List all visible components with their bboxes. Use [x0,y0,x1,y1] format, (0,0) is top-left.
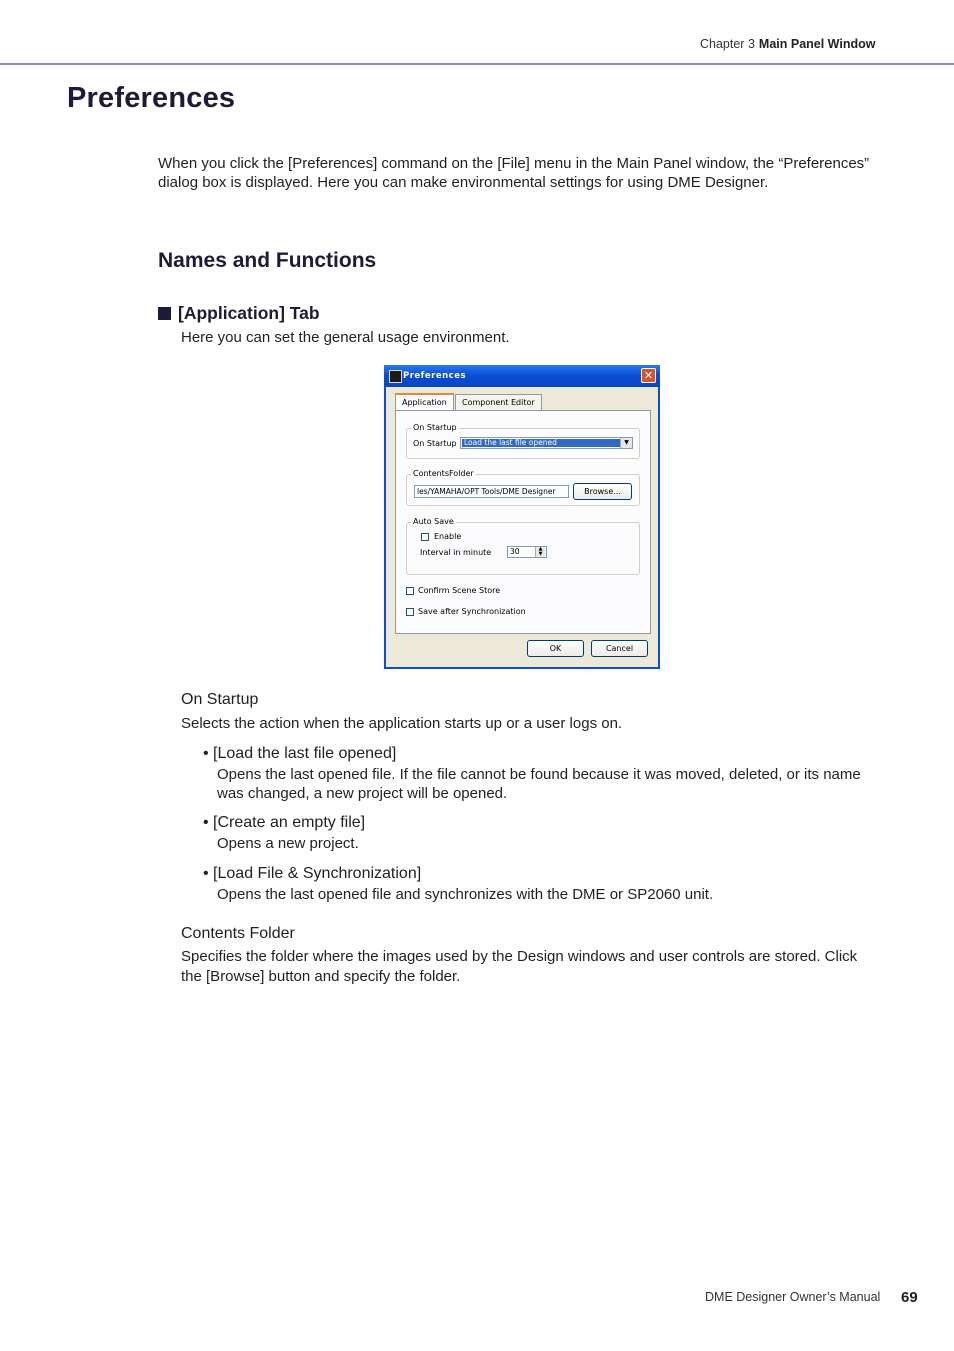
tab-application[interactable]: Application [395,393,454,411]
contents-folder-heading: Contents Folder [181,925,295,942]
page-number: 69 [901,1289,918,1306]
dialog-titlebar [384,365,660,387]
preferences-dialog [384,365,660,669]
option-create-empty-file: • [Create an empty file] [203,814,366,831]
app-icon [389,370,402,383]
option-load-last-file-description: Opens the last opened file. If the file cannot be found because it was moved, deleted, or its name was changed, a new project will be opened. [217,766,861,802]
interval-value: 30 [510,547,520,556]
option-load-file-sync: • [Load File & Synchronization] [203,865,422,882]
browse-button[interactable]: Browse... [573,483,632,500]
chapter-label: Chapter 3 [700,37,755,51]
contents-folder-description: Specifies the folder where the images used by the Design windows and user controls are stored. Click the [Browse] button and specify the folder. [181,948,858,985]
dialog-title: Preferences [403,371,467,381]
auto-save-group [406,517,640,575]
interval-label: Interval in minute [420,548,492,557]
option-load-last-file: • [Load the last file opened] [203,745,397,762]
ok-button[interactable]: OK [527,640,584,657]
chapter-title: Main Panel Window [758,37,876,51]
enable-checkbox[interactable] [421,533,429,541]
option-load-file-sync-description: Opens the last opened file and synchronizes with the DME or SP2060 unit. [217,886,714,903]
contents-folder-group-label: ContentsFolder [413,469,474,478]
subsection-description: Here you can set the general usage environment. [181,329,510,346]
subsection-heading [158,303,320,324]
header-divider [0,63,954,65]
on-startup-selected-value: Load the last file opened [462,439,620,447]
save-after-sync-label: Save after Synchronization [418,607,526,616]
footer-manual-title: DME Designer Owner’s Manual [705,1290,881,1304]
on-startup-heading: On Startup [181,691,259,708]
page-title: Preferences [67,82,236,114]
tab-component-editor[interactable]: Component Editor [455,394,542,410]
running-header [700,37,875,51]
on-startup-label: On Startup [413,439,457,448]
section-heading: Names and Functions [158,249,377,272]
confirm-scene-store-label: Confirm Scene Store [418,586,501,595]
close-icon[interactable]: ✕ [641,368,656,383]
save-after-sync-checkbox[interactable] [406,608,414,616]
confirm-scene-store-checkbox[interactable] [406,587,414,595]
intro-paragraph: When you click the [Preferences] command on the [File] menu in the Main Panel window, the “Preferences” dialog box is displayed. Here you can make environmental settings for using DME Designer. [158,155,870,191]
enable-label: Enable [434,532,462,541]
spinner-arrows-icon[interactable]: ▲ ▼ [535,547,545,558]
on-startup-group [406,423,640,459]
chevron-down-icon[interactable]: ▼ [620,438,632,448]
interval-spinner[interactable] [507,546,547,558]
cancel-button[interactable]: Cancel [591,640,648,657]
application-tab-panel [395,410,651,634]
square-bullet-icon [158,307,171,320]
subsection-heading-text: [Application] Tab [178,303,320,323]
on-startup-select[interactable] [460,437,633,449]
auto-save-group-label: Auto Save [413,517,454,526]
on-startup-description: Selects the action when the application starts up or a user logs on. [181,715,623,732]
on-startup-group-label: On Startup [413,423,457,432]
option-create-empty-file-description: Opens a new project. [217,835,359,852]
contents-folder-group [406,469,640,506]
contents-folder-input[interactable]: les/YAMAHA/OPT Tools/DME Designer [414,485,569,498]
